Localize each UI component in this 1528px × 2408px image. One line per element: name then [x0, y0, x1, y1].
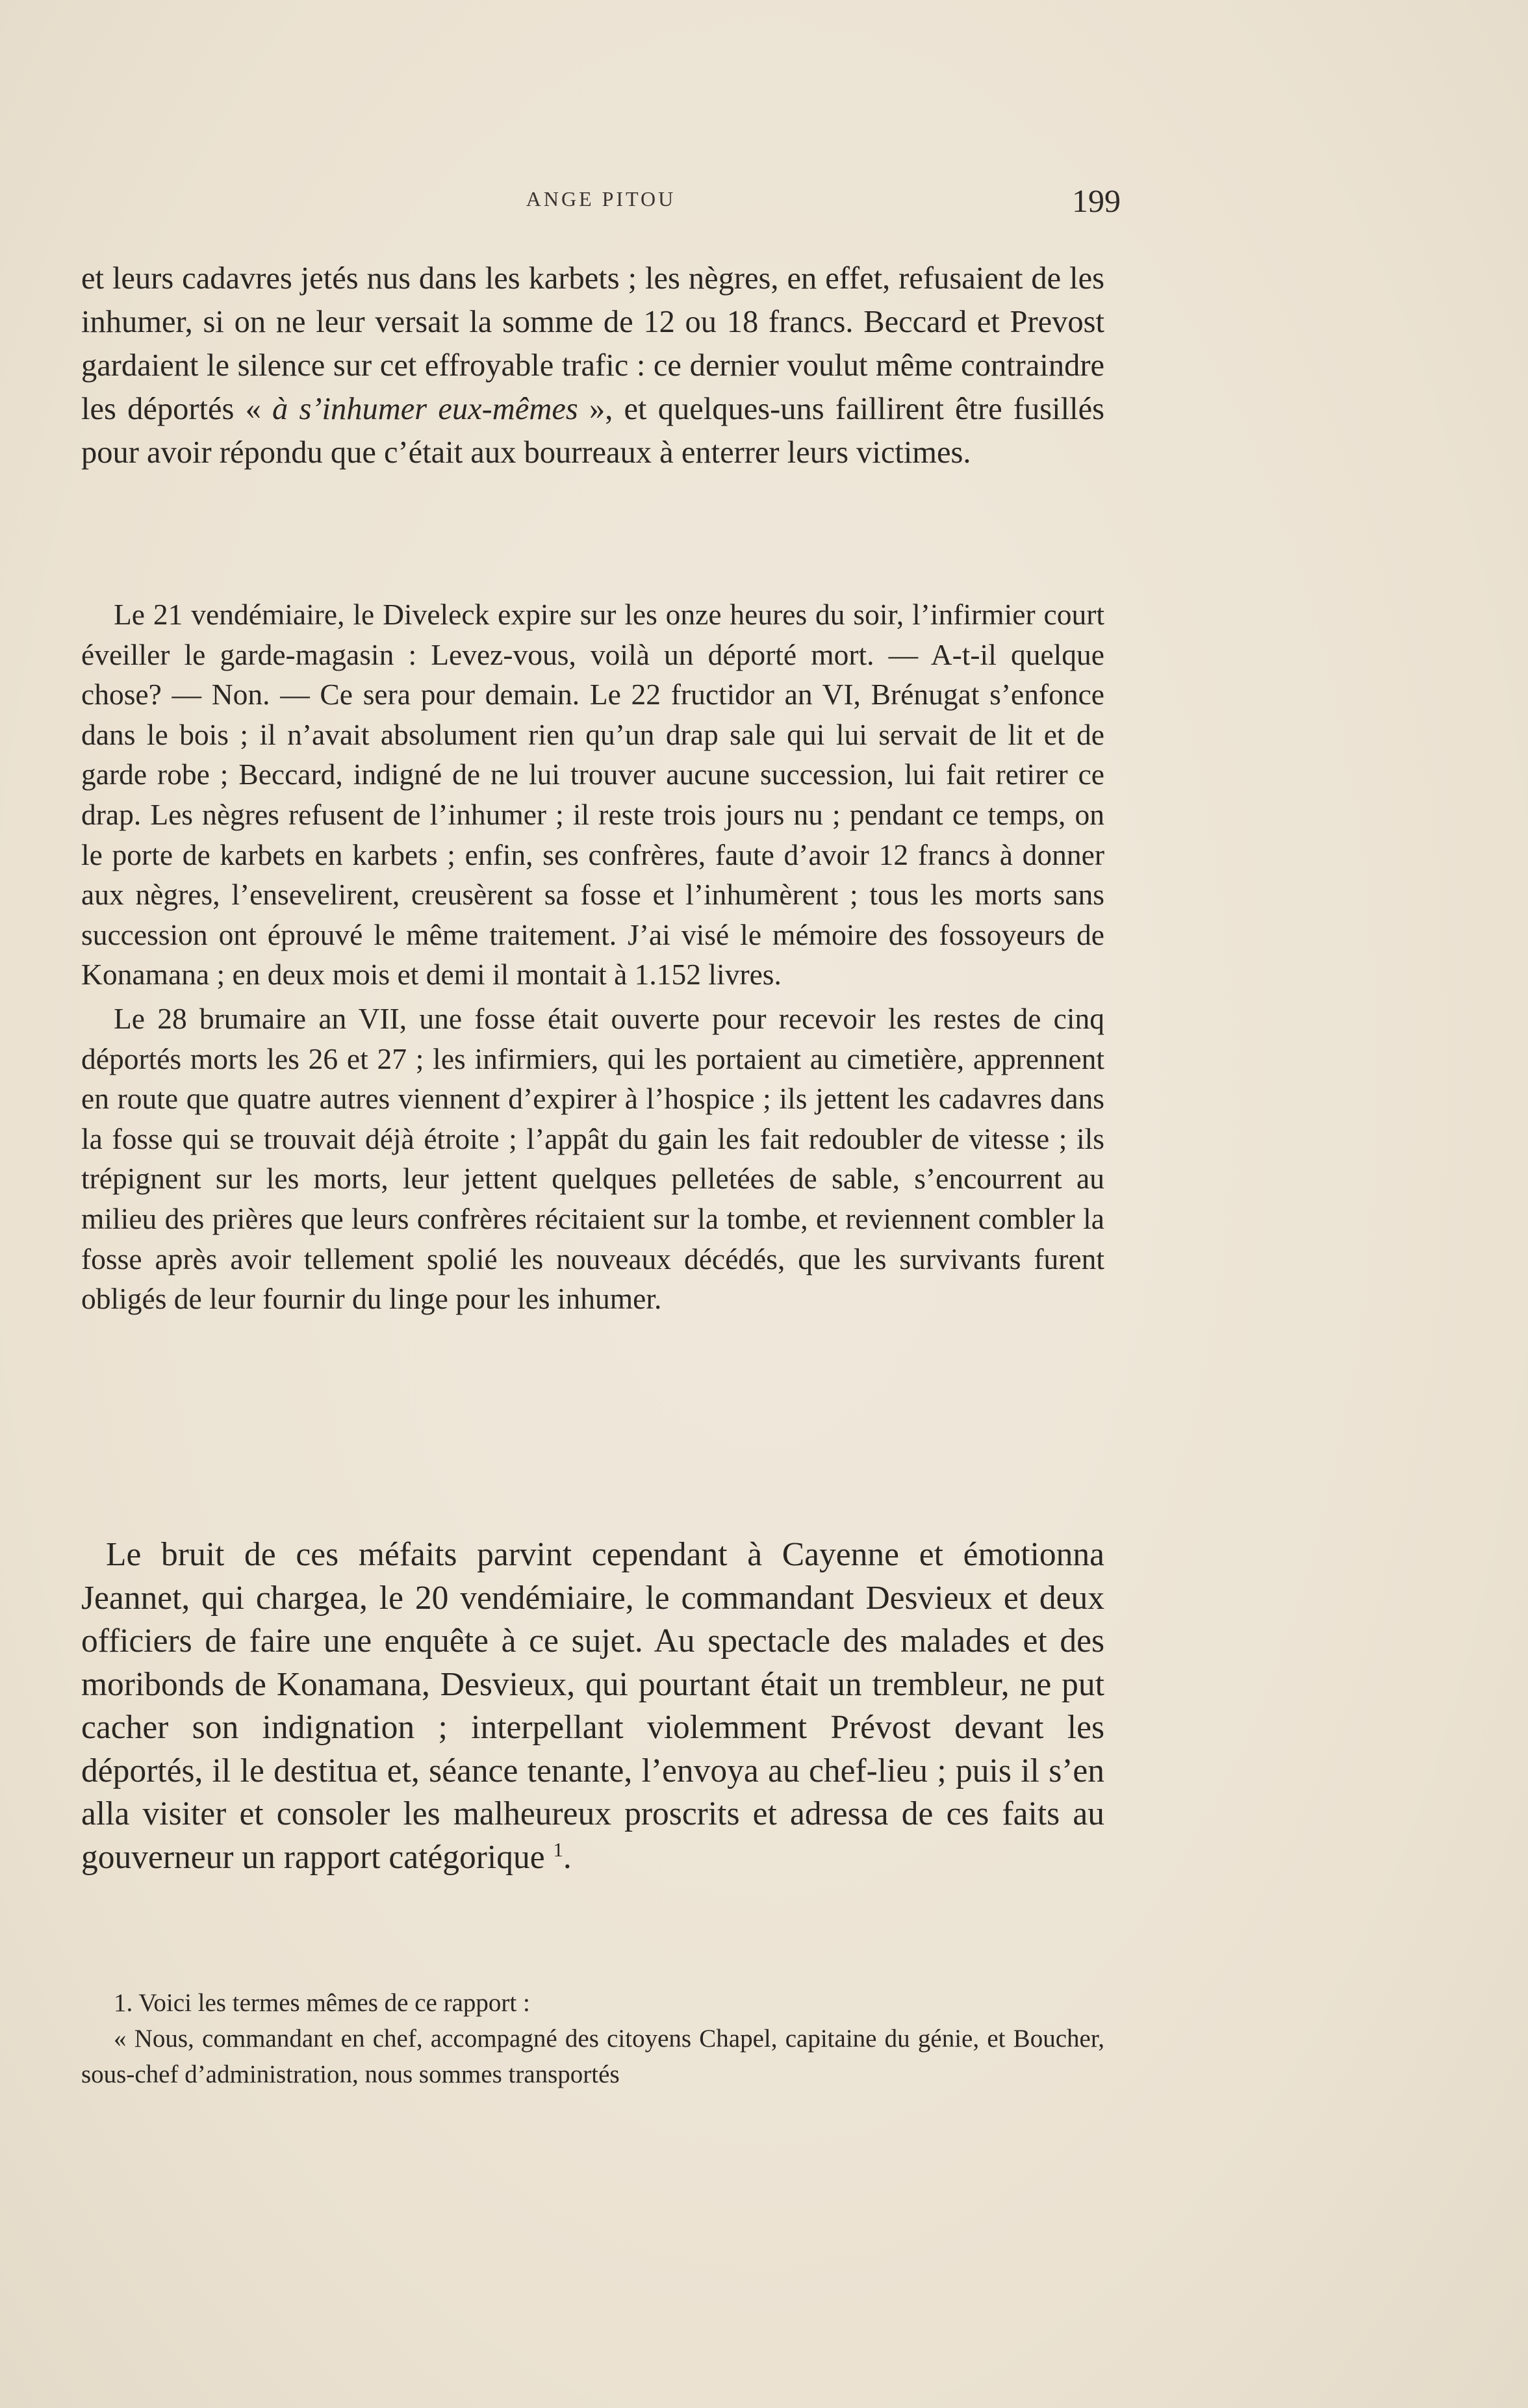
page-header	[81, 175, 1121, 227]
footnotes	[81, 1985, 1104, 2092]
page-number: 199	[1072, 183, 1121, 219]
paragraph-1-text	[81, 257, 1104, 474]
footnote-reference: 1	[553, 1838, 563, 1861]
large-paragraph-body: Le bruit de ces méfaits parvint cependant à Cayenne et émotionna Jeannet, qui chargea, le 20 vendémiaire, le commandant Desvieux et deux officiers de faire une enquête à ce sujet. Au spectacle des malades et des moribonds de Konamana, Desvieux, qui pourtant était un trembleur, ne put cacher son indignation ; interpellant violemment Prévost devant les déportés, il le destitua et, séance tenante, l’envoya au chef-lieu ; puis il s’en alla visiter et consoler les malheureux proscrits et adressa de ces faits au gouverneur un rapport catégorique	[81, 1536, 1104, 1876]
footnote-1: 1. Voici les termes mêmes de ce rapport :	[114, 1989, 530, 2017]
large-paragraph-text	[81, 1533, 1104, 1879]
small-paragraph-1: Le 21 vendémiaire, le Diveleck expire sur les onze heures du soir, l’infirmier court éveiller le garde-magasin : Levez-vous, voilà un déporté mort. — A-t-il quelque chose? — Non. — Ce sera pour demain. Le 22 fructidor an VI, Brénugat s’enfonce dans le bois ; il n’avait absolument rien qu’un drap sale qui lui servait de lit et de garde robe ; Beccard, indigné de ne lui trouver aucune succession, lui fait retirer ce drap. Les nègres refusent de l’inhumer ; il reste trois jours nu ; pendant ce temps, on le porte de karbets en karbets ; enfin, ses confrères, faute d’avoir 12 francs à donner aux nègres, l’ensevelirent, creusèrent sa fosse et l’inhumèrent ; tous les morts sans succession ont éprouvé le même traitement. J’ai visé le mémoire des fossoyeurs de Konamana ; en deux mois et demi il montait à 1.152 livres.	[81, 598, 1104, 992]
paragraph-1-italic: à s’inhumer eux-mêmes	[272, 392, 578, 426]
footnote-1-quote: « Nous, commandant en chef, accompagné des citoyens Chapel, capitaine du génie, et Boucher, sous-chef d’administration, nous sommes transportés	[81, 2025, 1104, 2088]
running-title: ANGE PITOU	[526, 187, 676, 211]
paragraph-1-end: », et quelques-uns faillirent être fusillés pour avoir répondu que c’était aux bourreaux à enterrer leurs victimes.	[81, 392, 1104, 470]
paragraph-large	[81, 1533, 1104, 1879]
quoted-report-block	[81, 595, 1104, 1319]
small-paragraph-2: Le 28 brumaire an VII, une fosse était ouverte pour recevoir les restes de cinq déportés morts les 26 et 27 ; les infirmiers, qui les portaient au cimetière, apprennent en route que quatre autres viennent d’expirer à l’hospice ; ils jettent les cadavres dans la fosse qui se trouvait déjà étroite ; l’appât du gain les fait redoubler de vitesse ; ils trépignent sur les morts, leur jettent quelques pelletées de sable, s’encourrent au milieu des prières que leurs confrères récitaient sur la tombe, et reviennent combler la fosse après avoir tellement spolié les nouveaux décédés, que les survivants furent obligés de leur fournir du linge pour les inhumer.	[81, 1001, 1104, 1316]
paragraph-1-start: et leurs cadavres jetés nus dans les karbets ; les nègres, en effet, refusaient de les inhumer, si on ne leur versait la somme de 12 ou 18 francs. Beccard et Prevost gardaient le silence sur cet effroyable trafic : ce dernier voulut même contraindre les déportés «	[81, 261, 1104, 426]
large-paragraph-end: .	[563, 1838, 572, 1876]
paragraph-1	[81, 257, 1104, 474]
